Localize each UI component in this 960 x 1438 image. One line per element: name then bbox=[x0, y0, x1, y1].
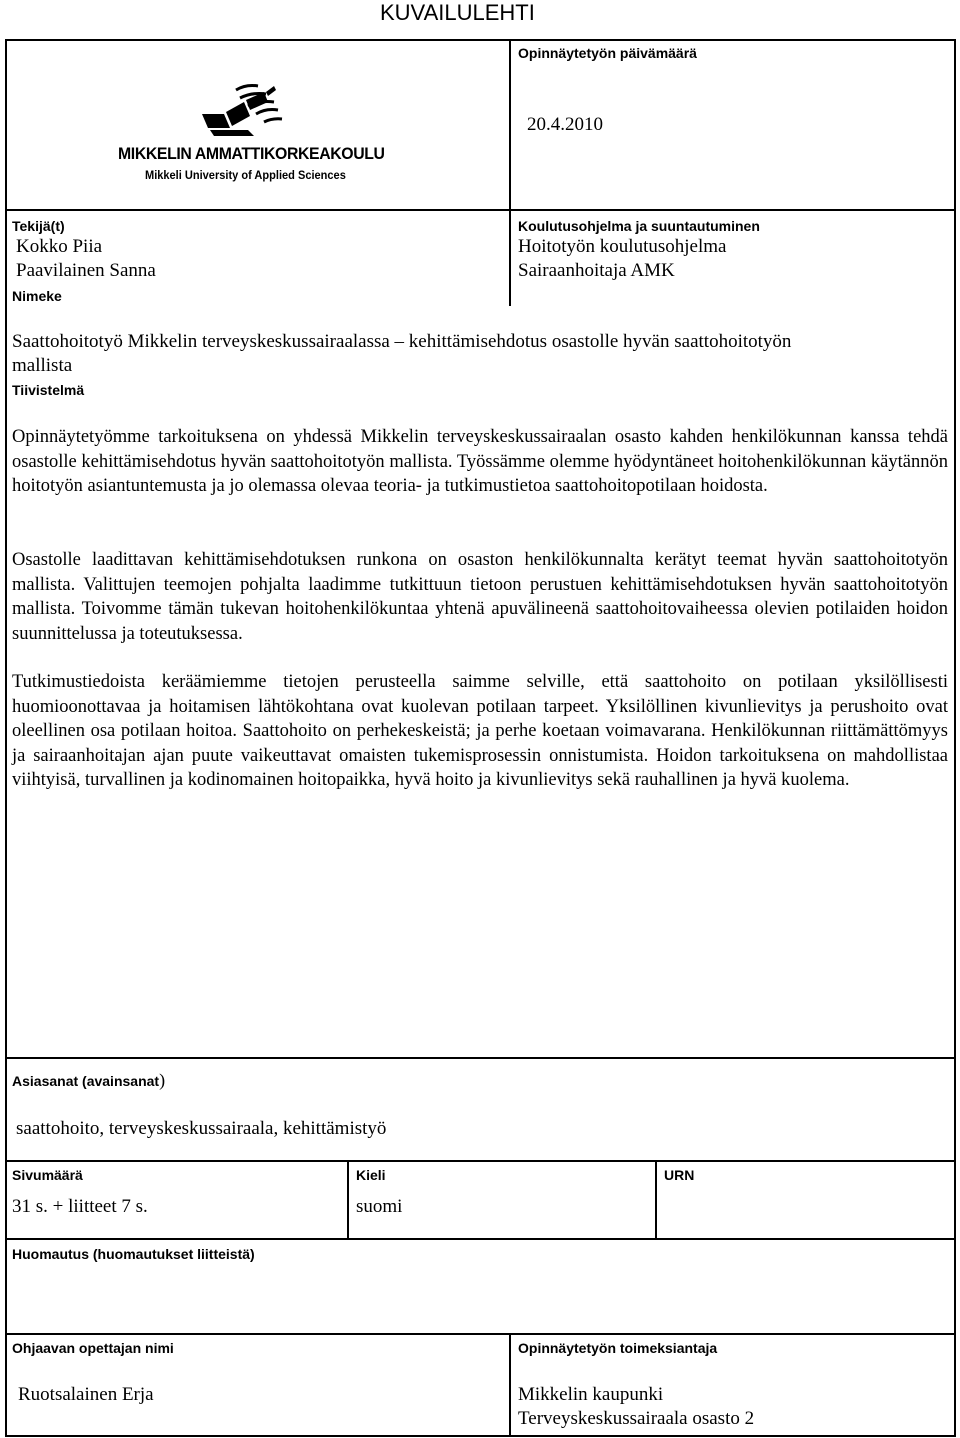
keywords-label bbox=[12, 1072, 165, 1090]
authors-label: Tekijä(t) bbox=[12, 218, 65, 234]
logo-name: MIKKELIN AMMATTIKORKEAKOULU bbox=[118, 144, 385, 163]
document-title: KUVAILULEHTI bbox=[380, 0, 535, 25]
language-value: suomi bbox=[356, 1196, 403, 1217]
programme-line: Hoitotyön koulutusohjelma bbox=[518, 236, 727, 257]
keywords-bottom-rule bbox=[6, 1160, 955, 1162]
meta-bottom-rule bbox=[6, 1238, 955, 1240]
pages-label: Sivumäärä bbox=[12, 1167, 83, 1183]
university-logo bbox=[118, 80, 385, 188]
author-name: Paavilainen Sanna bbox=[16, 260, 156, 281]
abstract-paragraph: Tutkimustiedoista keräämiemme tietojen perusteella saimme selville, että saattohoito on potilaan yksilöllisesti huomioonottavaa ja hoitamisen lähtökohtana ovat kuolevan potilaan tarpeet. Yksilöllinen kivunlievitys ja perushoito ovat oleellinen osa potilaan hoitoa. Saattohoito on perhekeskeistä; ja perhe koetaan voimavarana. Henkilökunnan riittämättömyys ja sairaanhoitajan ajan puute vaikeuttavat omaisten tukemisprosessin onnistumista. Hoidon tarkoituksena on mahdollistaa viihtyisä, turvallinen ja kodinomainen hoitopaikka, hyvä hoito ja kivunlievitys sekä rauhallinen ja hyvä kuolema. bbox=[12, 672, 948, 790]
programme-line: Sairaanhoitaja AMK bbox=[518, 260, 675, 281]
keywords-label-text: Asiasanat (avainsanat bbox=[12, 1073, 160, 1089]
commissioner-label: Opinnäytetyön toimeksiantaja bbox=[518, 1340, 718, 1356]
language-label: Kieli bbox=[356, 1167, 386, 1183]
remarks-label: Huomautus (huomautukset liitteistä) bbox=[12, 1246, 255, 1262]
programme-label: Koulutusohjelma ja suuntautuminen bbox=[518, 218, 760, 234]
date-label: Opinnäytetyön päivämäärä bbox=[518, 45, 697, 61]
abstract-paragraph: Osastolle laadittavan kehittämisehdotuksen runkona on osaston henkilökunnalta kerätyt teemat hyvän saattohoitotyön mallista. Valittujen teemojen pohjalta laadimme tutkittuun tietoon perustuen kehittämisehdotuksen hyvän saattohoitotyön mallista. Toivomme tämän tukevan hoitohenkilökuntaa yhtenä apuvälineenä saattohoitovaiheessa olevien potilaiden hoidon suunnittelussa ja toteutuksessa. bbox=[12, 550, 948, 644]
abstract-label: Tiivistelmä bbox=[12, 382, 85, 398]
thesis-title-line: mallista bbox=[12, 355, 73, 376]
pages-value: 31 s. + liitteet 7 s. bbox=[12, 1196, 148, 1217]
abstract-bottom-rule bbox=[6, 1057, 955, 1059]
urn-label: URN bbox=[664, 1167, 695, 1183]
footer-divider bbox=[509, 1334, 511, 1436]
language-urn-divider bbox=[655, 1161, 657, 1238]
author-name: Kokko Piia bbox=[16, 236, 103, 257]
supervisor-label: Ohjaavan opettajan nimi bbox=[12, 1340, 174, 1356]
header-bottom-rule bbox=[6, 209, 955, 211]
supervisor-value: Ruotsalainen Erja bbox=[18, 1384, 154, 1405]
keywords-label-paren: ) bbox=[159, 1070, 166, 1090]
remarks-bottom-rule bbox=[6, 1333, 955, 1335]
date-value: 20.4.2010 bbox=[527, 114, 603, 135]
logo-subtitle: Mikkeli University of Applied Sciences bbox=[145, 168, 346, 182]
thesis-title-line: Saattohoitotyö Mikkelin terveyskeskussairaalassa – kehittämisehdotus osastolle hyvän saattohoitotyön bbox=[12, 331, 792, 352]
pages-language-divider bbox=[347, 1161, 349, 1238]
commissioner-line: Terveyskeskussairaala osasto 2 bbox=[518, 1408, 755, 1429]
keywords-value: saattohoito, terveyskeskussairaala, kehittämistyö bbox=[16, 1118, 387, 1139]
logo-emblem-icon bbox=[118, 80, 360, 144]
header-divider bbox=[509, 40, 511, 306]
commissioner-line: Mikkelin kaupunki bbox=[518, 1384, 664, 1405]
thesis-title-label: Nimeke bbox=[12, 288, 62, 304]
abstract-paragraph: Opinnäytetyömme tarkoituksena on yhdessä Mikkelin terveyskeskussairaalan osasto kahden henkilökunnan kanssa tehdä osastolle kehittämisehdotus hyvän saattohoitotyön mallista. Työssämme olemme hyödyntäneet hoitohenkilökunnan käytännön hoitotyön asiantuntemusta ja jo olemassa olevaa teoria- ja tutkimustietoa saattohoitopotilaan hoidosta. bbox=[12, 427, 948, 496]
